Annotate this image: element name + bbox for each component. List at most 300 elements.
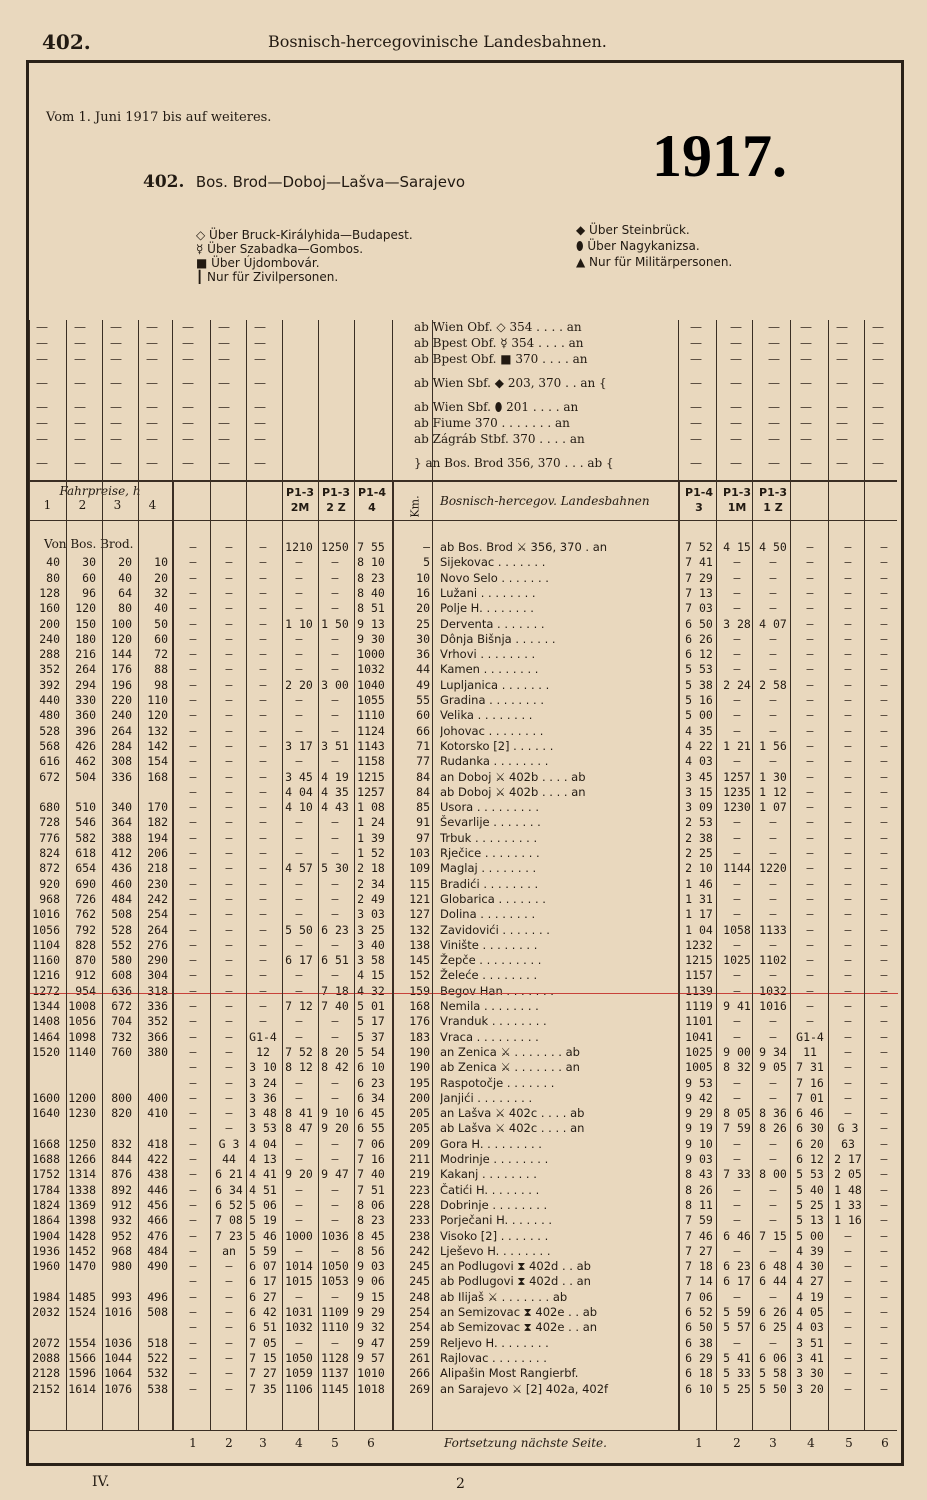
down-time-cell: G 3 (218, 1136, 240, 1151)
dash-mark: — (110, 456, 122, 470)
down-time-cell: — (189, 601, 197, 616)
extra-time-cell: — (806, 937, 814, 952)
extra-time-cell: — (880, 723, 888, 738)
fare-cell: 876 (111, 1167, 132, 1182)
down-time-cell: 1257 (357, 784, 385, 799)
extra-time-cell: — (844, 631, 852, 646)
extra-time-cell: — (806, 616, 814, 631)
down-time-cell: 4 04 (249, 1136, 277, 1151)
down-time-cell: — (189, 1305, 197, 1319)
dash-mark: — (218, 416, 230, 430)
down-time-cell: — (189, 1044, 197, 1059)
extra-time-cell: — (844, 570, 852, 585)
extra-time-cell: — (806, 1014, 814, 1029)
down-time-cell: — (295, 1335, 303, 1350)
extra-time-cell: — (844, 999, 852, 1013)
down-time-cell: — (331, 815, 339, 830)
up-time-cell: — (733, 585, 741, 600)
fare-cell: 504 (75, 769, 96, 784)
up-train-class: P1-3 (759, 486, 787, 499)
down-time-cell: — (225, 540, 233, 554)
dash-mark: — (800, 376, 812, 390)
fare-cell: 1464 (32, 1029, 60, 1044)
station-name: Johovac . . . . . . . . (440, 723, 544, 738)
extra-time-cell: — (844, 922, 852, 937)
up-time-cell: 9 41 (723, 999, 751, 1013)
fare-cell: 2128 (32, 1366, 60, 1381)
fare-cell: 1408 (32, 1014, 60, 1029)
km-cell: 159 (409, 983, 430, 998)
km-cell: 66 (416, 723, 430, 738)
down-time-cell: 6 17 (249, 1274, 277, 1289)
down-time-cell: 7 27 (249, 1366, 277, 1381)
fares-label: Fahrpreise, h (59, 484, 141, 498)
down-time-cell: 1 52 (357, 846, 385, 860)
table-row (0, 693, 927, 708)
down-time-cell: — (331, 662, 339, 677)
extra-time-cell: — (806, 570, 814, 585)
dash-mark: — (836, 352, 848, 366)
up-time-cell: — (769, 1136, 777, 1151)
extra-time-cell: — (844, 738, 852, 753)
extra-time-cell: — (844, 1366, 852, 1381)
dash-mark: — (768, 376, 780, 390)
dash-mark: — (218, 320, 230, 334)
up-time-cell: — (733, 631, 741, 646)
down-time-cell: — (189, 968, 197, 983)
dash-mark: — (768, 320, 780, 334)
fare-cell: 352 (147, 1014, 168, 1029)
extra-time-cell: 7 31 (796, 1060, 824, 1075)
fare-cell: 1596 (68, 1366, 96, 1381)
fare-cell: 276 (147, 937, 168, 952)
down-time-cell: — (331, 1014, 339, 1029)
extra-time-cell: — (844, 830, 852, 845)
fare-cell: 264 (147, 922, 168, 937)
up-time-cell: — (733, 846, 741, 860)
down-time-cell: — (259, 601, 267, 616)
down-time-cell: — (259, 846, 267, 860)
extra-time-cell: — (844, 937, 852, 952)
legend-item: ◆ Über Steinbrück. (576, 223, 690, 237)
up-time-cell: 5 59 (723, 1305, 751, 1319)
extra-time-cell: — (806, 922, 814, 937)
extra-time-cell: — (806, 830, 814, 845)
km-cell: 176 (409, 1014, 430, 1029)
down-time-cell: — (189, 1060, 197, 1075)
down-time-cell: 6 10 (357, 1060, 385, 1075)
extra-time-cell: — (844, 1274, 852, 1289)
down-time-cell: — (189, 616, 197, 631)
fare-cell: 892 (111, 1182, 132, 1197)
up-time-cell: — (769, 1014, 777, 1029)
ruler-line (30, 993, 898, 994)
extra-time-cell: — (880, 891, 888, 906)
station-name: Raspotočje . . . . . . . (440, 1075, 555, 1090)
fare-cell: 392 (39, 677, 60, 692)
fare-cell: 1266 (68, 1152, 96, 1166)
table-row (0, 1213, 927, 1228)
fare-cell: 1216 (32, 968, 60, 983)
fare-cell: 40 (118, 570, 132, 585)
down-time-cell: — (295, 876, 303, 891)
extra-time-cell: — (806, 555, 814, 570)
extra-time-cell: 1 16 (834, 1213, 862, 1228)
extra-time-cell: 3 41 (796, 1350, 824, 1365)
up-time-cell: 1139 (685, 983, 713, 998)
dash-mark: — (36, 336, 48, 350)
up-time-cell: — (733, 1289, 741, 1304)
down-time-cell: — (259, 830, 267, 845)
down-time-cell: — (331, 937, 339, 952)
fare-cell: 1008 (68, 999, 96, 1013)
fare-cell: 508 (147, 1305, 168, 1319)
up-time-cell: — (733, 1213, 741, 1228)
down-time-cell: 9 32 (357, 1320, 385, 1335)
dash-mark: — (218, 456, 230, 470)
station-name: ab Semizovac ⧗ 402e . . an (440, 1320, 598, 1335)
fare-cell: 120 (75, 601, 96, 616)
fare-cell: 460 (111, 876, 132, 891)
down-time-cell: 5 59 (249, 1243, 277, 1258)
extra-time-cell: — (880, 1320, 888, 1335)
fare-cell: 240 (39, 631, 60, 646)
fare-cell: 60 (82, 570, 96, 585)
up-time-cell: 7 03 (685, 601, 713, 616)
up-time-cell: 8 32 (723, 1060, 751, 1075)
extra-time-cell: — (844, 585, 852, 600)
up-time-cell: 4 50 (759, 540, 787, 554)
km-cell: 248 (409, 1289, 430, 1304)
extra-time-cell: 4 39 (796, 1243, 824, 1258)
extra-time-cell: — (844, 555, 852, 570)
fare-cell: 484 (111, 891, 132, 906)
up-time-cell: 5 25 (723, 1381, 751, 1396)
down-time-cell: — (189, 1243, 197, 1258)
station-name: Maglaj . . . . . . . . (440, 861, 537, 876)
down-time-cell: 44 (222, 1152, 236, 1166)
station-name: Gora H. . . . . . . . . (440, 1136, 542, 1151)
down-time-cell: — (189, 815, 197, 830)
up-time-cell: — (733, 937, 741, 952)
fare-cell: 1984 (32, 1289, 60, 1304)
fare-cell: 60 (154, 631, 168, 646)
down-time-cell: 4 35 (321, 784, 349, 799)
extra-time-cell: — (806, 693, 814, 707)
down-time-cell: 9 30 (357, 631, 385, 646)
down-time-cell: 1010 (357, 1366, 385, 1381)
table-row (0, 1259, 927, 1274)
down-time-cell: — (225, 815, 233, 830)
up-time-cell: — (733, 1197, 741, 1212)
down-time-cell: — (189, 800, 197, 815)
down-time-cell: — (189, 861, 197, 876)
table-row (0, 785, 927, 800)
fare-cell: 608 (111, 968, 132, 983)
km-cell: 238 (409, 1228, 430, 1243)
column-rule-bold (678, 480, 680, 1430)
extra-time-cell: — (880, 1029, 888, 1044)
fare-cell: 336 (111, 769, 132, 784)
dash-mark: — (730, 336, 742, 350)
down-time-cell: — (189, 631, 197, 646)
down-time-cell: — (225, 1335, 233, 1350)
down-time-cell: — (189, 1075, 197, 1090)
year-stamp: 1917. (652, 123, 787, 189)
up-time-cell: 9 34 (759, 1044, 787, 1059)
column-number: 2 (733, 1436, 741, 1450)
fare-cell: 1936 (32, 1243, 60, 1258)
fare-cell: 1104 (32, 937, 60, 952)
up-time-cell: 7 06 (685, 1289, 713, 1304)
extra-time-cell: — (880, 754, 888, 769)
fare-cell: 290 (147, 953, 168, 968)
fare-cell: 920 (39, 876, 60, 891)
station-name: Kamen . . . . . . . . (440, 662, 539, 677)
down-time-cell: 1031 (285, 1305, 313, 1319)
dash-mark: — (110, 352, 122, 366)
station-name: ab Zenica ⚔ . . . . . . . an (440, 1060, 580, 1075)
fare-cell: 546 (75, 815, 96, 830)
up-train-class: P1-4 (685, 486, 713, 499)
station-name: Lješevo H. . . . . . . . (440, 1243, 551, 1258)
legend-right (576, 222, 732, 270)
extra-time-cell: — (880, 1075, 888, 1090)
fare-cell: 1036 (104, 1335, 132, 1350)
up-time-cell: — (769, 601, 777, 616)
fare-cell: 168 (147, 769, 168, 784)
fare-cell: 824 (39, 846, 60, 860)
down-time-cell: — (259, 631, 267, 646)
extra-time-cell: — (844, 953, 852, 968)
down-time-cell: 8 42 (321, 1060, 349, 1075)
connection-line: } an Bos. Brod 356, 370 . . . ab { (414, 456, 614, 470)
fare-cell: 1600 (32, 1090, 60, 1105)
extra-time-cell: — (880, 1167, 888, 1182)
fare-cell: 1250 (68, 1136, 96, 1151)
extra-time-cell: — (880, 846, 888, 860)
up-time-cell: 1016 (759, 999, 787, 1013)
dash-mark: — (110, 432, 122, 446)
up-time-cell: 6 50 (685, 616, 713, 631)
fare-cell: 160 (39, 601, 60, 616)
down-time-cell: 4 13 (249, 1152, 277, 1166)
table-row (0, 1060, 927, 1075)
down-time-cell: — (189, 876, 197, 891)
fare-cell: 820 (111, 1106, 132, 1121)
down-train-number: 4 (368, 501, 376, 514)
fare-cell: 1485 (68, 1289, 96, 1304)
fare-cell: 870 (75, 953, 96, 968)
up-time-cell: 6 48 (759, 1259, 787, 1274)
extra-time-cell: — (844, 983, 852, 998)
fare-cell: 568 (39, 738, 60, 753)
down-time-cell: — (295, 907, 303, 922)
down-time-cell: — (225, 738, 233, 753)
down-time-cell: 7 40 (321, 999, 349, 1013)
fare-class: 4 (148, 498, 157, 512)
header-rule-bottom (29, 520, 897, 521)
down-time-cell: — (189, 1350, 197, 1365)
column-number: 2 (225, 1436, 233, 1450)
table-row (0, 923, 927, 938)
up-time-cell: 1101 (685, 1014, 713, 1029)
down-time-cell: — (259, 754, 267, 769)
extra-time-cell: — (844, 1090, 852, 1105)
extra-time-cell: — (806, 846, 814, 860)
down-time-cell: — (225, 983, 233, 998)
up-time-cell: 6 10 (685, 1381, 713, 1396)
table-row (0, 617, 927, 632)
extra-time-cell: — (880, 1014, 888, 1029)
extra-time-cell: — (880, 1259, 888, 1274)
down-time-cell: — (189, 647, 197, 662)
down-time-cell: — (331, 1197, 339, 1212)
down-time-cell: — (189, 1029, 197, 1044)
up-time-cell: 5 57 (723, 1320, 751, 1335)
extra-time-cell: 11 (803, 1044, 817, 1059)
down-time-cell: 4 19 (321, 769, 349, 784)
extra-time-cell: — (844, 723, 852, 738)
up-time-cell: 6 26 (685, 631, 713, 646)
extra-time-cell: — (844, 891, 852, 906)
up-time-cell: — (733, 601, 741, 616)
fare-cell: 20 (118, 555, 132, 570)
down-time-cell: 6 52 (215, 1197, 243, 1212)
down-time-cell: 4 41 (249, 1167, 277, 1182)
down-time-cell: — (331, 1243, 339, 1258)
up-time-cell: 4 22 (685, 738, 713, 753)
fares-header (30, 484, 170, 512)
km-cell: 254 (409, 1320, 430, 1335)
up-time-cell: 6 44 (759, 1274, 787, 1289)
extra-time-cell: 4 19 (796, 1289, 824, 1304)
column-number: 4 (807, 1436, 815, 1450)
down-time-cell: — (225, 1289, 233, 1304)
table-row (0, 708, 927, 723)
dash-mark: — (74, 400, 86, 414)
table-row (0, 1152, 927, 1167)
connection-line: ab Wien Sbf. ◆ 203, 370 . . an { (414, 376, 607, 390)
fare-cell: 196 (111, 677, 132, 692)
extra-time-cell: — (880, 1366, 888, 1381)
fare-cell: 618 (75, 846, 96, 860)
extra-time-cell: 7 01 (796, 1090, 824, 1105)
column-number: 1 (695, 1436, 703, 1450)
down-time-cell: — (295, 937, 303, 952)
fare-cell: 1960 (32, 1259, 60, 1274)
dash-mark: — (146, 336, 158, 350)
up-time-cell: 2 38 (685, 830, 713, 845)
table-row (0, 815, 927, 830)
down-time-cell: 4 04 (285, 784, 313, 799)
down-time-cell: 1158 (357, 754, 385, 769)
dash-mark: — (836, 416, 848, 430)
column-rule (790, 320, 791, 1430)
down-time-cell: 6 23 (357, 1075, 385, 1090)
down-time-cell: — (331, 601, 339, 616)
fare-cell: 1230 (68, 1106, 96, 1121)
km-cell: 145 (409, 953, 430, 968)
fare-cell: 120 (111, 631, 132, 646)
extra-time-cell: — (880, 922, 888, 937)
km-cell: 71 (416, 738, 430, 753)
down-time-cell: — (189, 953, 197, 968)
extra-time-cell: — (806, 662, 814, 677)
up-time-cell: — (769, 1182, 777, 1197)
up-time-cell: 1232 (685, 937, 713, 952)
down-time-cell: 1000 (285, 1228, 313, 1243)
down-time-cell: — (189, 754, 197, 769)
dash-mark: — (182, 400, 194, 414)
dash-mark: — (690, 320, 702, 334)
fare-cell: 1064 (104, 1366, 132, 1381)
up-time-cell: — (769, 1197, 777, 1212)
fare-cell: 690 (75, 876, 96, 891)
fare-class: 1 (43, 498, 52, 512)
down-time-cell: — (259, 540, 267, 554)
down-time-cell: 4 15 (357, 968, 385, 983)
down-time-cell: — (331, 1182, 339, 1197)
down-time-cell: — (331, 1289, 339, 1304)
down-time-cell: 4 43 (321, 800, 349, 815)
fare-cell: 968 (39, 891, 60, 906)
down-time-cell: — (189, 1182, 197, 1197)
down-time-cell: 6 55 (357, 1121, 385, 1136)
dash-mark: — (182, 432, 194, 446)
extra-time-cell: — (880, 983, 888, 998)
extra-time-cell: — (806, 861, 814, 876)
dash-mark: — (730, 352, 742, 366)
table-row (0, 647, 927, 662)
column-rule (432, 320, 433, 1430)
dash-mark: — (218, 400, 230, 414)
down-time-cell: — (225, 1320, 233, 1335)
down-time-cell: 6 34 (357, 1090, 385, 1105)
down-time-cell: — (225, 693, 233, 707)
down-time-cell: — (295, 1090, 303, 1105)
up-time-cell: — (769, 1243, 777, 1258)
fare-cell: 2072 (32, 1335, 60, 1350)
extra-time-cell: — (844, 693, 852, 707)
dash-mark: — (800, 456, 812, 470)
fare-cell: 732 (111, 1029, 132, 1044)
fare-cell: 993 (111, 1289, 132, 1304)
up-time-cell: — (769, 846, 777, 860)
extra-time-cell: 4 03 (796, 1320, 824, 1335)
up-time-cell: 4 03 (685, 754, 713, 769)
dash-mark: — (182, 376, 194, 390)
fare-cell: 518 (147, 1335, 168, 1350)
fare-cell: 872 (39, 861, 60, 876)
km-cell: 77 (416, 754, 430, 769)
extra-time-cell: — (880, 1060, 888, 1075)
km-cell: 233 (409, 1213, 430, 1228)
dash-mark: — (836, 320, 848, 334)
extra-time-cell: G1-4 (796, 1029, 824, 1044)
up-time-cell: 6 38 (685, 1335, 713, 1350)
station-name: Trbuk . . . . . . . . . (440, 830, 538, 845)
fare-cell: 142 (147, 738, 168, 753)
column-number: 5 (845, 1436, 853, 1450)
extra-time-cell: — (880, 585, 888, 600)
down-time-cell: 6 51 (249, 1320, 277, 1335)
station-name: an Podlugovi ⧗ 402d . . ab (440, 1259, 591, 1274)
dash-mark: — (872, 432, 884, 446)
fare-cell: 636 (111, 983, 132, 998)
fare-cell: 1160 (32, 953, 60, 968)
fare-cell: 490 (147, 1259, 168, 1274)
